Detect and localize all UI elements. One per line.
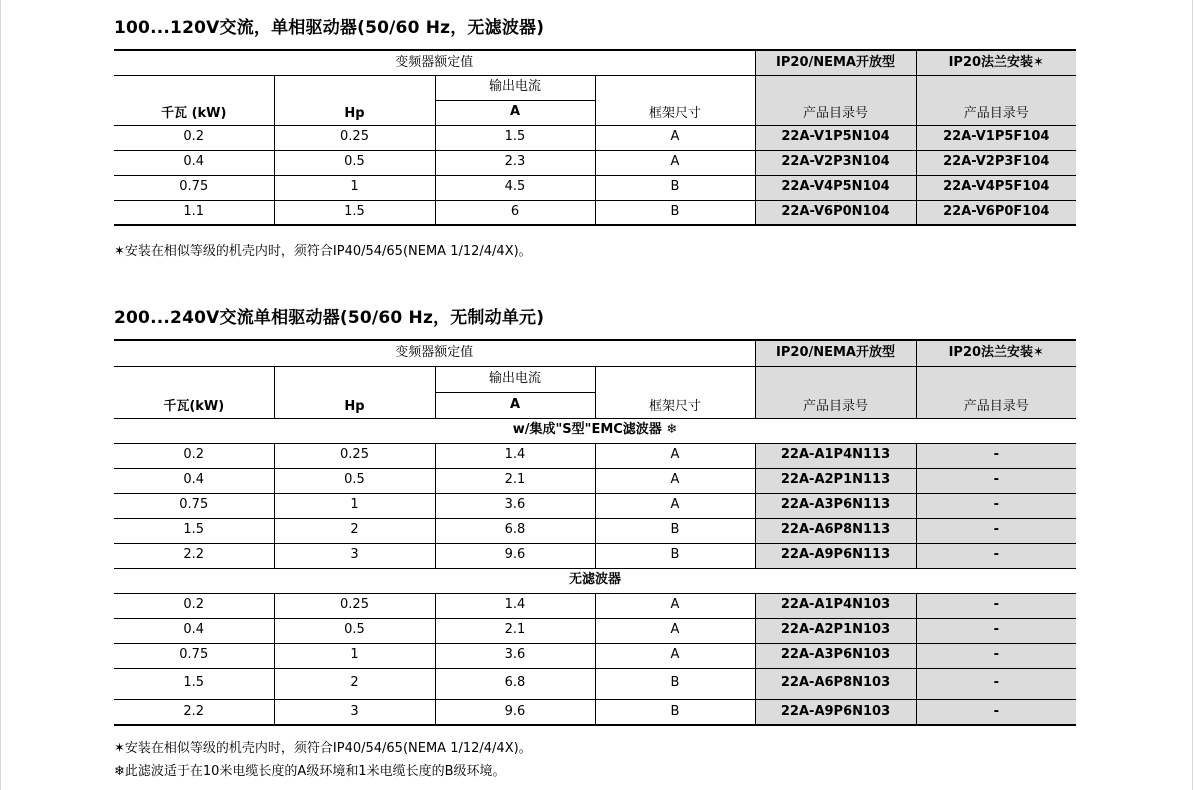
cell-catalog-flange: - bbox=[916, 643, 1076, 668]
cell-hp: 3 bbox=[274, 543, 435, 568]
cell-kw: 1.5 bbox=[114, 518, 274, 543]
cell-kw: 0.2 bbox=[114, 443, 274, 468]
section2-title: 200...240V交流单相驱动器(50/60 Hz，无制动单元) bbox=[114, 308, 545, 328]
cell-amps: 6.8 bbox=[435, 518, 595, 543]
page-left-edge bbox=[0, 0, 1, 790]
table-row bbox=[114, 518, 1076, 543]
table-row bbox=[114, 175, 1076, 200]
cell-amps: 4.5 bbox=[435, 175, 595, 200]
cell-catalog: 22A-V6P0N104 bbox=[755, 200, 916, 225]
header-catalog-number-flange: 产品目录号 bbox=[916, 75, 1076, 125]
header-output-current: 输出电流 bbox=[435, 75, 595, 100]
cell-catalog-flange: 22A-V1P5F104 bbox=[916, 125, 1076, 150]
cell-hp: 0.25 bbox=[274, 443, 435, 468]
table-row bbox=[114, 443, 1076, 468]
cell-kw: 0.2 bbox=[114, 593, 274, 618]
cell-kw: 0.75 bbox=[114, 175, 274, 200]
cell-amps: 1.4 bbox=[435, 593, 595, 618]
table-row bbox=[114, 468, 1076, 493]
cell-frame: B bbox=[595, 518, 755, 543]
cell-catalog: 22A-A9P6N113 bbox=[755, 543, 916, 568]
cell-catalog: 22A-A1P4N113 bbox=[755, 443, 916, 468]
cell-frame: B bbox=[595, 699, 755, 725]
header-amps: A bbox=[435, 392, 595, 418]
cell-catalog: 22A-A3P6N113 bbox=[755, 493, 916, 518]
cell-catalog-flange: - bbox=[916, 518, 1076, 543]
cell-catalog: 22A-A1P4N103 bbox=[755, 593, 916, 618]
cell-frame: B bbox=[595, 668, 755, 699]
table-row bbox=[114, 125, 1076, 150]
cell-catalog: 22A-A3P6N103 bbox=[755, 643, 916, 668]
header-flange-mount: IP20法兰安装✶ bbox=[916, 50, 1076, 75]
header-catalog-number: 产品目录号 bbox=[755, 75, 916, 125]
cell-catalog-flange: - bbox=[916, 443, 1076, 468]
cell-frame: A bbox=[595, 493, 755, 518]
cell-frame: A bbox=[595, 468, 755, 493]
header-drive-rating: 变频器额定值 bbox=[114, 340, 755, 366]
section1-title: 100...120V交流，单相驱动器(50/60 Hz，无滤波器) bbox=[114, 18, 545, 38]
header-catalog-number: 产品目录号 bbox=[755, 366, 916, 418]
cell-amps: 6 bbox=[435, 200, 595, 225]
table-row bbox=[114, 150, 1076, 175]
cell-kw: 2.2 bbox=[114, 699, 274, 725]
cell-frame: A bbox=[595, 125, 755, 150]
cell-frame: A bbox=[595, 443, 755, 468]
cell-frame: A bbox=[595, 643, 755, 668]
cell-amps: 3.6 bbox=[435, 643, 595, 668]
cell-catalog-flange: - bbox=[916, 668, 1076, 699]
cell-frame: B bbox=[595, 543, 755, 568]
cell-hp: 1 bbox=[274, 175, 435, 200]
cell-amps: 2.1 bbox=[435, 468, 595, 493]
cell-catalog-flange: - bbox=[916, 699, 1076, 725]
table-row bbox=[114, 200, 1076, 225]
header-hp: Hp bbox=[274, 366, 435, 418]
cell-kw: 0.75 bbox=[114, 643, 274, 668]
cell-kw: 2.2 bbox=[114, 543, 274, 568]
cell-frame: A bbox=[595, 150, 755, 175]
cell-catalog-flange: - bbox=[916, 543, 1076, 568]
section2-footnote-enclosure: ✶安装在相似等级的机壳内时，须符合IP40/54/65(NEMA 1/12/4/4X)。 bbox=[114, 741, 532, 756]
table-row bbox=[114, 493, 1076, 518]
cell-hp: 2 bbox=[274, 518, 435, 543]
table-row bbox=[114, 618, 1076, 643]
header-catalog-number-flange: 产品目录号 bbox=[916, 366, 1076, 418]
cell-amps: 1.4 bbox=[435, 443, 595, 468]
cell-kw: 0.4 bbox=[114, 618, 274, 643]
cell-amps: 2.1 bbox=[435, 618, 595, 643]
cell-kw: 1.5 bbox=[114, 668, 274, 699]
cell-catalog: 22A-A6P8N103 bbox=[755, 668, 916, 699]
header-amps: A bbox=[435, 100, 595, 125]
header-kw: 千瓦 (kW) bbox=[114, 75, 274, 125]
page-right-edge bbox=[1192, 0, 1193, 790]
section2-footnote-filter: ❄此滤波适于在10米电缆长度的A级环境和1米电缆长度的B级环境。 bbox=[114, 764, 506, 779]
cell-catalog-flange: 22A-V6P0F104 bbox=[916, 200, 1076, 225]
cell-catalog-flange: 22A-V2P3F104 bbox=[916, 150, 1076, 175]
table-row bbox=[114, 668, 1076, 699]
cell-kw: 0.4 bbox=[114, 150, 274, 175]
table-row bbox=[114, 593, 1076, 618]
cell-catalog-flange: - bbox=[916, 618, 1076, 643]
cell-catalog: 22A-A6P8N113 bbox=[755, 518, 916, 543]
section1-footnote: ✶安装在相似等级的机壳内时，须符合IP40/54/65(NEMA 1/12/4/4X)。 bbox=[114, 244, 532, 259]
cell-catalog-flange: - bbox=[916, 593, 1076, 618]
cell-amps: 1.5 bbox=[435, 125, 595, 150]
section1-table bbox=[114, 49, 1076, 226]
cell-frame: B bbox=[595, 200, 755, 225]
header-frame-size: 框架尺寸 bbox=[595, 366, 755, 418]
header-output-current: 输出电流 bbox=[435, 366, 595, 392]
cell-amps: 9.6 bbox=[435, 699, 595, 725]
cell-hp: 0.5 bbox=[274, 468, 435, 493]
header-frame-size: 框架尺寸 bbox=[595, 75, 755, 125]
cell-hp: 1 bbox=[274, 493, 435, 518]
cell-amps: 2.3 bbox=[435, 150, 595, 175]
section2-table bbox=[114, 339, 1076, 726]
header-drive-rating: 变频器额定值 bbox=[114, 50, 755, 75]
header-open-type: IP20/NEMA开放型 bbox=[755, 340, 916, 366]
cell-catalog: 22A-A2P1N113 bbox=[755, 468, 916, 493]
cell-kw: 0.2 bbox=[114, 125, 274, 150]
cell-catalog: 22A-A9P6N103 bbox=[755, 699, 916, 725]
table-row bbox=[114, 543, 1076, 568]
cell-hp: 1 bbox=[274, 643, 435, 668]
cell-kw: 1.1 bbox=[114, 200, 274, 225]
cell-hp: 1.5 bbox=[274, 200, 435, 225]
cell-hp: 0.25 bbox=[274, 125, 435, 150]
table-row bbox=[114, 643, 1076, 668]
cell-frame: B bbox=[595, 175, 755, 200]
cell-hp: 0.25 bbox=[274, 593, 435, 618]
cell-hp: 3 bbox=[274, 699, 435, 725]
cell-amps: 3.6 bbox=[435, 493, 595, 518]
cell-frame: A bbox=[595, 618, 755, 643]
cell-hp: 2 bbox=[274, 668, 435, 699]
table-row bbox=[114, 699, 1076, 725]
header-open-type: IP20/NEMA开放型 bbox=[755, 50, 916, 75]
cell-catalog: 22A-V1P5N104 bbox=[755, 125, 916, 150]
cell-amps: 6.8 bbox=[435, 668, 595, 699]
cell-catalog-flange: - bbox=[916, 468, 1076, 493]
group-label-no-filter: 无滤波器 bbox=[114, 568, 1076, 593]
group-label-emc-filter: w/集成"S型"EMC滤波器 ❄ bbox=[114, 418, 1076, 443]
cell-hp: 0.5 bbox=[274, 618, 435, 643]
cell-catalog: 22A-V2P3N104 bbox=[755, 150, 916, 175]
cell-frame: A bbox=[595, 593, 755, 618]
cell-kw: 0.4 bbox=[114, 468, 274, 493]
cell-kw: 0.75 bbox=[114, 493, 274, 518]
cell-catalog: 22A-A2P1N103 bbox=[755, 618, 916, 643]
cell-catalog: 22A-V4P5N104 bbox=[755, 175, 916, 200]
header-flange-mount: IP20法兰安装✶ bbox=[916, 340, 1076, 366]
header-kw: 千瓦(kW) bbox=[114, 366, 274, 418]
cell-catalog-flange: 22A-V4P5F104 bbox=[916, 175, 1076, 200]
cell-hp: 0.5 bbox=[274, 150, 435, 175]
cell-catalog-flange: - bbox=[916, 493, 1076, 518]
header-hp: Hp bbox=[274, 75, 435, 125]
cell-amps: 9.6 bbox=[435, 543, 595, 568]
